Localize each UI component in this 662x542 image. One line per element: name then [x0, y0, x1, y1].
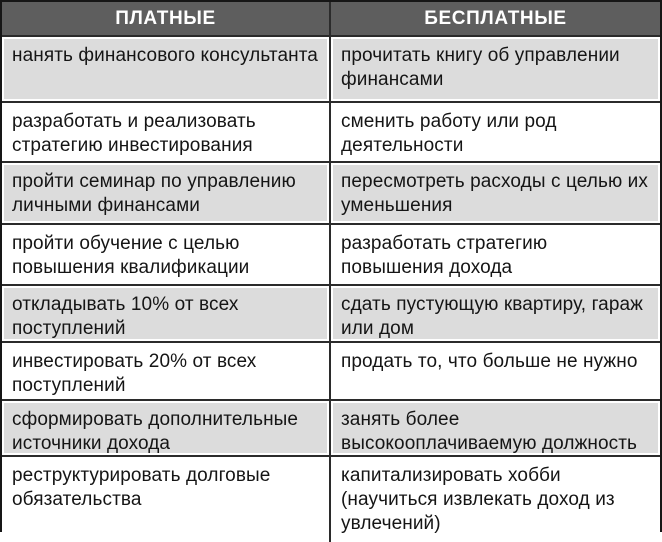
cell-free-7: занять более высокооплачиваемую должность — [331, 401, 660, 455]
cell-paid-1: нанять финансового консультанта — [2, 37, 331, 101]
table-row — [2, 223, 660, 284]
cell-free-5: сдать пустующую квартиру, гараж или дом — [331, 286, 660, 341]
table-row — [2, 341, 660, 399]
table-row — [2, 399, 660, 455]
table-row — [2, 284, 660, 341]
cell-paid-5: откладывать 10% от всех поступлений — [2, 286, 331, 341]
column-header-paid: ПЛАТНЫЕ — [2, 2, 331, 35]
cell-paid-4: пройти обучение с целью повышения квалификации — [2, 225, 331, 284]
cell-free-4: разработать стратегию повышения дохода — [331, 225, 660, 284]
cell-free-6: продать то, что больше не нужно — [331, 343, 660, 399]
cell-free-8: капитализировать хобби (научиться извлекать доход из увлечений) — [331, 457, 660, 542]
cell-paid-3: пройти семинар по управлению личными финансами — [2, 163, 331, 223]
cell-paid-8: реструктурировать долговые обязательства — [2, 457, 331, 542]
cell-free-2: сменить работу или род деятельности — [331, 103, 660, 161]
cell-free-3: пересмотреть расходы с целью их уменьшения — [331, 163, 660, 223]
cell-paid-6: инвестировать 20% от всех поступлений — [2, 343, 331, 399]
cell-paid-2: разработать и реализовать стратегию инвестирования — [2, 103, 331, 161]
cell-paid-7: сформировать дополнительные источники дохода — [2, 401, 331, 455]
table-header-row — [2, 2, 660, 35]
table-row — [2, 161, 660, 223]
column-header-free: БЕСПЛАТНЫЕ — [331, 2, 660, 35]
table-row — [2, 101, 660, 161]
table-row — [2, 455, 660, 542]
cell-free-1: прочитать книгу об управлении финансами — [331, 37, 660, 101]
table-row — [2, 35, 660, 101]
